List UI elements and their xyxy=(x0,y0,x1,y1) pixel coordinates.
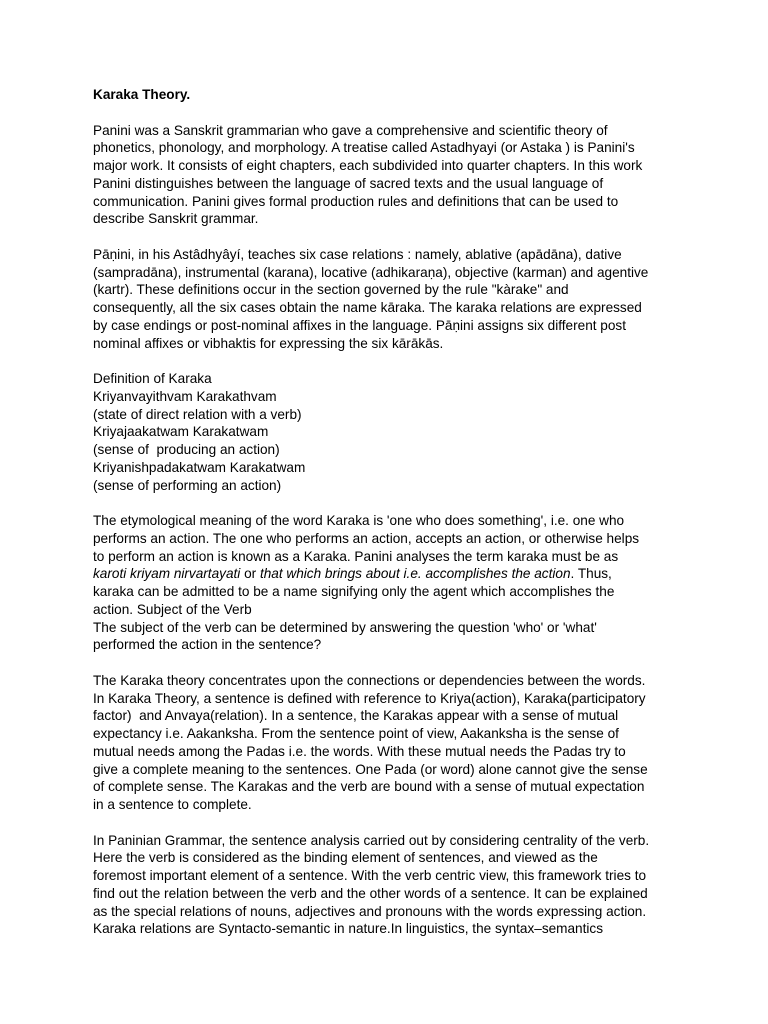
text-line: Kriyanvayithvam Karakathvam xyxy=(93,388,277,404)
text-line: (kartr). These definitions occur in the section governed by the rule "kàrake" and xyxy=(93,282,569,298)
text-line xyxy=(93,565,683,583)
text-line: action. Subject of the Verb xyxy=(93,601,252,617)
text-line: major work. It consists of eight chapters, each subdivided into quarter chapters. In this work xyxy=(93,158,643,173)
text-line: Panini was a Sanskrit grammarian who gave a comprehensive and scientific theory of xyxy=(93,122,608,138)
text-line: to perform an action is known as a Karaka. Panini analyses the term karaka must be as xyxy=(93,548,619,564)
text-line: foremost important element of a sentence. With the verb centric view, this framework tries to xyxy=(93,868,647,883)
italic-phrase: that which brings about i.e. accomplishes the action xyxy=(259,566,571,582)
text-line: In Paninian Grammar, the sentence analysis carried out by considering centrality of the verb. xyxy=(93,832,650,848)
text-line: performed the action in the sentence? xyxy=(93,637,322,653)
text-line: of complete sense. The Karakas and the verb are bound with a sense of mutual expectation xyxy=(93,779,645,795)
text-line: In Karaka Theory, a sentence is defined with reference to Kriya(action), Karaka(participatory xyxy=(93,690,646,706)
paragraph-paninian-grammar xyxy=(93,832,683,939)
text-line: in a sentence to complete. xyxy=(93,797,252,812)
text-line: The etymological meaning of the word Karaka is 'one who does something', i.e. one who xyxy=(93,513,625,528)
text-line: The Karaka theory concentrates upon the connections or dependencies between the words. xyxy=(93,672,646,688)
text-line: as the special relations of nouns, adjectives and pronouns with the words expressing action. xyxy=(93,903,647,919)
document-page xyxy=(93,86,683,956)
paragraph-case-relations xyxy=(93,246,683,353)
text-line: (sense of producing an action) xyxy=(93,442,280,457)
text-line: karaka can be admitted to be a name signifying only the agent which accomplishes the xyxy=(93,584,615,599)
document-title: Karaka Theory. xyxy=(93,87,191,102)
text-line: mutual needs among the Padas i.e. the words. With these mutual needs the Padas try to xyxy=(93,743,626,759)
text-line: Panini distinguishes between the language of sacred texts and the usual language of xyxy=(93,175,604,191)
text-line: describe Sanskrit grammar. xyxy=(93,211,259,227)
text-line: (state of direct relation with a verb) xyxy=(93,406,302,422)
text-line: (sense of performing an action) xyxy=(93,477,282,493)
text-line: Here the verb is considered as the binding element of sentences, and viewed as the xyxy=(93,850,598,866)
text-fragment: . Thus, xyxy=(570,566,612,582)
text-line: Pāṇini, in his Astâdhyâyí, teaches six case relations : namely, ablative (apādāna), dative xyxy=(93,246,622,262)
text-line: The subject of the verb can be determined by answering the question 'who' or 'what' xyxy=(93,619,597,635)
text-line: nominal affixes or vibhaktis for expressing the six kārākās. xyxy=(93,335,444,351)
italic-phrase: karoti kriyam nirvartayati xyxy=(93,566,241,582)
text-line: Kriyajaakatwam Karakatwam xyxy=(93,424,269,440)
text-line: find out the relation between the verb and the other words of a sentence. It can be explained xyxy=(93,885,648,901)
text-fragment: or xyxy=(240,566,260,582)
text-line: consequently, all the six cases obtain the name kāraka. The karaka relations are expressed xyxy=(93,300,642,315)
text-line: give a complete meaning to the sentences. One Pada (or word) alone cannot give the sense xyxy=(93,761,648,777)
text-line: Kriyanishpadakatwam Karakatwam xyxy=(93,459,306,475)
paragraph-karaka-theory xyxy=(93,672,683,814)
text-line: factor) and Anvaya(relation). In a sentence, the Karakas appear with a sense of mutual xyxy=(93,708,619,724)
text-line: performs an action. The one who performs an action, accepts an action, or otherwise helps xyxy=(93,530,640,546)
paragraph-definition xyxy=(93,370,683,494)
text-line: Karaka relations are Syntacto-semantic in nature.In linguistics, the syntax–semantics xyxy=(93,921,604,937)
text-line: communication. Panini gives formal production rules and definitions that can be used to xyxy=(93,193,619,209)
text-line: Definition of Karaka xyxy=(93,371,212,386)
text-line: phonetics, phonology, and morphology. A treatise called Astadhyayi (or Astaka ) is Panini's xyxy=(93,140,635,156)
paragraph-etymology xyxy=(93,512,683,654)
text-line: by case endings or post-nominal affixes in the language. Pāṇini assigns six different post xyxy=(93,317,626,333)
paragraph-intro xyxy=(93,122,683,229)
text-line: (sampradāna), instrumental (karana), locative (adhikaraṇa), objective (karman) and agentive xyxy=(93,264,649,280)
text-line: expectancy i.e. Aakanksha. From the sentence point of view, Aakanksha is the sense of xyxy=(93,726,619,741)
